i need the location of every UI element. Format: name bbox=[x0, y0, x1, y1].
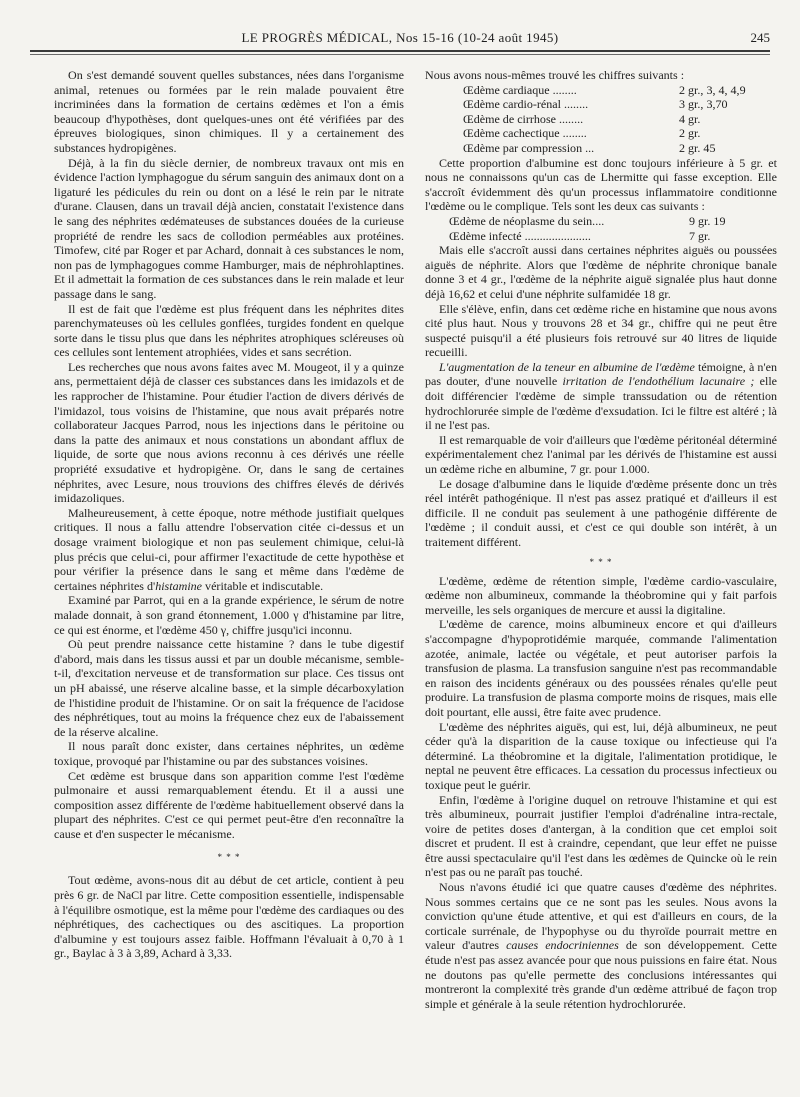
paragraph: Cette proportion d'albumine est donc toujours inférieure à 5 gr. et nous ne connaissons qu'un cas de Lhermitte qui fasse exception. Elle s'accroît évidemment dès qu'un processus inflammatoire conditionne l'œdème ou le complique. Tels sont les deux cas suivants : bbox=[425, 155, 777, 214]
row-value: 2 gr. 45 bbox=[679, 140, 716, 155]
text-run: elle doit différencier l'œdème de simple transsudation ou de rétention hydrochlorurée simple de l'œdème d'exsudation. Ici le filtre est altéré ; là il ne l'est pas. bbox=[425, 374, 777, 433]
paragraph: Mais elle s'accroît aussi dans certaines néphrites aiguës ou poussées aiguës de néphrite. Alors que l'œdème de néphrite chronique banale donne 3 et 4 gr., l'œdème de la néphrite aiguë signalée plus haut donne déjà 16,62 et celui d'une néphrite sulfamidée 18 gr. bbox=[425, 243, 777, 301]
row-label: Œdème de néoplasme du sein.... bbox=[449, 213, 605, 228]
left-column bbox=[54, 68, 404, 1083]
paragraph: Elle s'élève, enfin, dans cet œdème riche en histamine que nous avons cité plus haut. Nous y trouvons 28 et 34 gr., chiffre qui ne peut être suspecté puisqu'il a été plusieurs fois retrouvé sur 40 litres de liquide recueilli. bbox=[425, 301, 777, 360]
albumin-table bbox=[463, 83, 759, 156]
row-value: 3 gr., 3,70 bbox=[679, 97, 728, 112]
italic-text: irritation de l'endothélium lacunaire ; bbox=[562, 374, 755, 389]
right-column bbox=[425, 68, 777, 1083]
paragraph: Tout œdème, avons-nous dit au début de cet article, contient à peu près 6 gr. de NaCl par litre. Cette composition essentielle, indispensable à l'équilibre osmotique, est la même pour l'œdème des cardiaques ou des néphrétiques, des cachectiques ou des ascitiques. La proportion d'albumine y est toujours assez faible. Hoffmann l'évaluait à 0,70 à 1 gr., Baylac à 3 à 3,89, Achard à 3,33. bbox=[54, 873, 404, 961]
row-label: Œdème cardiaque ........ bbox=[463, 82, 577, 97]
running-title: LE PROGRÈS MÉDICAL, Nos 15-16 (10-24 août 1945) bbox=[241, 30, 559, 45]
header-rule-thin bbox=[30, 54, 770, 55]
paragraph: Il est de fait que l'œdème est plus fréquent dans les néphrites dites parenchymateuses où les cellules gonflées, turgides fondent en quelque sorte dans le tissu plus que dans les néphrites atrophiques scléreuses où ces cellules sont lentement atrophiées, vides et sans secrétion. bbox=[54, 301, 404, 360]
row-value: 2 gr., 3, 4, 4,9 bbox=[679, 82, 746, 97]
section-separator: * * * bbox=[589, 556, 613, 567]
paragraph: On s'est demandé souvent quelles substances, nées dans l'organisme animal, retenues ou formées par le rein malade pouvaient être incriminées dans la formation de certains œdèmes et l'on a émis beaucoup d'hypothèses, dont quelques-unes ont été vérifiées par des épreuves biologiques, sinon chimiques. Il y a certainement des substances hydropigènes. bbox=[54, 68, 404, 155]
row-label: Œdème cardio-rénal ........ bbox=[463, 97, 589, 112]
paragraph: Où peut prendre naissance cette histamine ? dans le tube digestif d'abord, mais dans les tissus aussi et par un double mécanisme, semble-t-il, d'excitation nerveuse et de transformation sur place. Ces tissus ont un pH abaissé, une réserve alcaline basse, et la simple décarboxylation de l'histidine produit de l'histamine. Or on sait la fréquence de l'acidose des néphrétiques, tout au moins la fréquence chez eux de l'abaissement de la réserve alcaline. bbox=[54, 637, 404, 739]
table-row bbox=[463, 126, 759, 141]
row-label: Œdème de cirrhose ........ bbox=[463, 111, 584, 126]
table-row bbox=[463, 97, 759, 112]
text-run: de son développement. Cette étude n'est pas assez avancée pour que nous puissions en faire état. Nous ne doutons pas qu'elle permette des conclusions intéressantes qui montreront la complexité très grande d'un œdème attribué de façon trop simple et générale à la seule rétention hydrochlorurée. bbox=[425, 938, 777, 1011]
italic-text: causes endocriniennes bbox=[506, 938, 619, 953]
paragraph: Les recherches que nous avons faites avec M. Mougeot, il y a quinze ans, permettaient déjà de classer ces substances dans les imidazols et de les rapprocher de l'histamine. Pour étudier l'action de divers dérivés de l'imidazol, tous voisins de l'histamine, que nous avait préparés notre collaborateur Jacques Parrod, nous les injections dans le péritoine ou dans la patte des animaux et nous constations un abondant afflux de liquide, de sorte que nous avions reconnu à ces dérivés une réelle propriété exsudative et hydropigène. Or, dans le sang de certaines néphrites, avec Lesure, nous trouvions des chiffres élevés de dérivés imidazoliques. bbox=[54, 359, 404, 506]
table-row bbox=[463, 141, 759, 156]
table-row bbox=[449, 229, 759, 244]
page-number: 245 bbox=[750, 30, 770, 45]
row-label: Œdème cachectique ........ bbox=[463, 126, 587, 141]
paragraph: Nous avons nous-mêmes trouvé les chiffres suivants : bbox=[425, 68, 685, 82]
paragraph: L'œdème, œdème de rétention simple, l'œdème cardio-vasculaire, œdème non albumineux, commande la théobromine qui y fait parfois merveille, les sels organiques de mercure et aussi la digitaline. bbox=[425, 573, 777, 617]
italic-text: L'augmentation de la teneur en albumine de l'œdème bbox=[439, 359, 695, 374]
text-run: Nous n'avons étudié ici que quatre causes d'œdème des néphrites. Nous sommes certains que ce ne sont pas les seules. Nous avons la conviction qu'une étude attentive, et qui est d'ailleurs en cours, de la corticale surrénale, de l'hypophyse ou du thyroïde pourrait mettre en valeur d'autres bbox=[425, 880, 777, 953]
row-value: 9 gr. 19 bbox=[689, 213, 726, 228]
table-row bbox=[463, 83, 759, 98]
row-label: Œdème par compression ... bbox=[463, 140, 595, 155]
paragraph: L'œdème de carence, moins albumineux encore et qui d'ailleurs s'accompagne d'hypoprotidémie marquée, commande l'alimentation azotée, animale, lactée ou végétale, et peut autoriser parfois la transfusion de plasma. La transfusion sanguine n'est pas recommandable en raison des incidents généraux ou des poussées rénales qu'elle peut produire. La transfusion de plasma comporte moins de risques, mais elle doit pourtant, elle aussi, être faite avec prudence. bbox=[425, 617, 777, 719]
table-row bbox=[463, 112, 759, 127]
text-run: véritable et indiscutable. bbox=[202, 578, 324, 593]
header-rule-thick bbox=[30, 50, 770, 52]
paragraph: Le dosage d'albumine dans le liquide d'œdème présente donc un très réel intérêt pathogénique. Il n'est pas assez pratiqué et d'ailleurs il est difficile. Il ne conduit pas seulement à une pathogénie différente de l'œdème ; il conduit aussi, et c'est ce qui double son intérêt, à un traitement différent. bbox=[425, 476, 777, 549]
paragraph: Il est remarquable de voir d'ailleurs que l'œdème péritonéal déterminé expérimentalement chez l'animal par les dérivés de l'histamine est aussi un œdème riche en albumine, 7 gr. pour 1.000. bbox=[425, 432, 777, 477]
paragraph: L'œdème des néphrites aiguës, qui est, lui, déjà albumineux, ne peut céder qu'à la disparition de la cause toxique ou infectieuse qui l'a déterminé. La théobromine et la digitale, l'alimentation protidique, le neptal ne peuvent être efficaces. La cessation du processus infectieux ou toxique peut le guérir. bbox=[425, 719, 777, 792]
text-run: Malheureusement, à cette époque, notre méthode justifiait quelques critiques. Il nous a fallu attendre l'observation citée ci-dessus et un dosage vraiment biologique et non pas seulement chimique, celui-là plus précis que celui-ci, pour affirmer l'exactitude de cette hypothèse et pour vérifier la présence dans le sang et même dans l'œdème de certaines néphrites d' bbox=[54, 505, 404, 593]
paragraph: Examiné par Parrot, qui en a la grande expérience, le sérum de notre malade donnait, à son grand étonnement, 1.000 γ d'histamine par litre, ce qui est énorme, et l'œdème 450 γ, chiffre jusqu'ici inconnu. bbox=[54, 593, 404, 637]
italic-text: histamine bbox=[155, 578, 203, 593]
section-separator: * * * bbox=[217, 852, 241, 863]
paragraph bbox=[425, 880, 777, 1011]
text-run: témoigne, à n'en pas douter, d'une nouvelle bbox=[425, 359, 777, 389]
header-rule bbox=[30, 50, 770, 56]
row-label: Œdème infecté ...................... bbox=[449, 228, 591, 243]
table-row bbox=[449, 214, 759, 229]
paragraph bbox=[425, 360, 777, 433]
paragraph bbox=[54, 506, 404, 594]
paragraph: Enfin, l'œdème à l'origine duquel on retrouve l'histamine et qui est très albumineux, pourrait justifier l'emploi d'adrénaline intra-rectale, voire de petites doses d'antergan, à la condition que cet emploi soit discret et prudent. Il est à craindre, cependant, que leur effet ne puisse être aussi spectaculaire qu'il l'est dans les œdèmes de Quincke où le rein n'est pas ou ne paraît pas touché. bbox=[425, 792, 777, 880]
paragraph: Cet œdème est brusque dans son apparition comme l'est l'œdème pulmonaire et aussi remarquablement étendu. Et il a aussi une composition assez différente de l'œdème habituellement observé dans la plupart des néphrites. C'est ce qui permet peut-être d'en reconnaître la cause et d'en suspecter le mécanisme. bbox=[54, 768, 404, 841]
paragraph: Déjà, à la fin du siècle dernier, de nombreux travaux ont mis en évidence l'action lymphagogue du sérum sanguin des animaux dont on a ligaturé les pédicules du rein ou dont on a lésé le rein par le nitrate d'urane. Clausen, dans un travail déjà ancien, constatait l'existence dans le sang des néphrites œdémateuses de substances douées de la curieuse propriété de rendre les sacs de collodion perméables aux protéines. Timofew, cité par Roger et par Achard, donnait à ces substances le nom, non pas de lymphagogues comme Hamburger, mais de néphrohlaptines. Et il admettait la formation de ces substances dans le rein malade et leur passage dans le sang. bbox=[54, 155, 404, 301]
albumin-table-2 bbox=[449, 214, 759, 243]
row-value: 4 gr. bbox=[679, 111, 701, 126]
row-value: 7 gr. bbox=[689, 228, 711, 243]
row-value: 2 gr. bbox=[679, 126, 701, 141]
paragraph: Il nous paraît donc exister, dans certaines néphrites, un œdème toxique, provoqué par l'histamine ou par des substances voisines. bbox=[54, 739, 404, 768]
